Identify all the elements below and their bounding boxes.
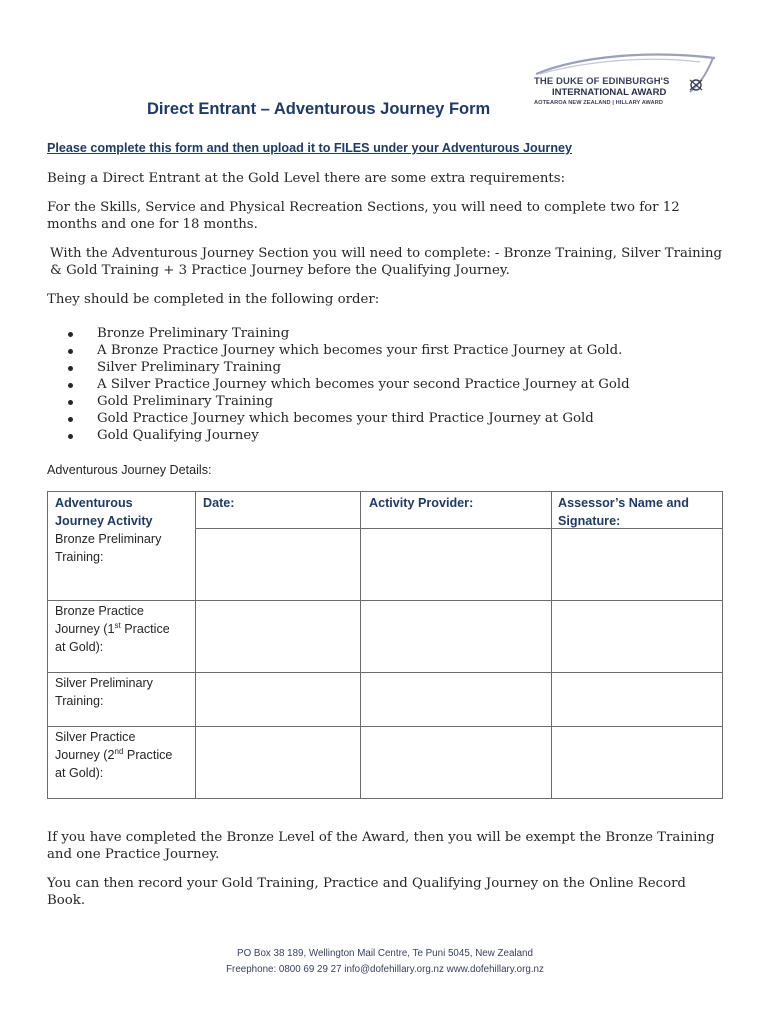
bullet-icon (68, 383, 73, 388)
bullet-icon (68, 434, 73, 439)
row-label-part: Journey (2 (55, 748, 115, 762)
row-label-line: Silver Preliminary (55, 676, 153, 690)
award-logo (530, 52, 720, 108)
ordinal-suffix: nd (114, 747, 124, 756)
header-assessor-line2: Signature: (558, 514, 621, 528)
silver-preliminary-provider-cell[interactable] (361, 673, 550, 725)
row-label-part: Practice (123, 748, 173, 762)
exempt-paragraph: If you have completed the Bronze Level of the Award, then you will be exempt the Bronze Training and one Practice Journey. (47, 830, 715, 862)
bronze-preliminary-assessor-cell[interactable] (552, 529, 722, 599)
bullet-icon (68, 332, 73, 337)
row-label-line: Training: (55, 694, 104, 708)
row-label-line: at Gold): (55, 766, 104, 780)
page-title: Direct Entrant – Adventurous Journey Form (147, 100, 491, 118)
skills-paragraph: For the Skills, Service and Physical Recreation Sections, you will need to complete two for 12 months and one for 18 months. (47, 200, 680, 232)
header-activity-line1: Adventurous (55, 496, 133, 510)
row-label-line: at Gold): (55, 640, 104, 654)
row-label-silver-practice (55, 728, 172, 782)
order-paragraph: They should be completed in the following order: (47, 292, 380, 307)
footer-address: PO Box 38 189, Wellington Mail Centre, Te Puni 5045, New Zealand (237, 948, 533, 959)
bronze-practice-provider-cell[interactable] (361, 601, 550, 671)
row-label-line: Bronze Practice (55, 604, 144, 618)
bronze-practice-date-cell[interactable] (196, 601, 359, 671)
silver-practice-assessor-cell[interactable] (552, 727, 722, 798)
row-label-silver-preliminary (55, 674, 153, 710)
row-label-line (55, 746, 172, 764)
header-date: Date: (203, 496, 235, 510)
silver-preliminary-date-cell[interactable] (196, 673, 359, 725)
row-label-line (55, 620, 170, 638)
row-label-part: Practice (120, 622, 170, 636)
row-label-bronze-practice (55, 602, 170, 656)
upload-instruction: Please complete this form and then upload it to FILES under your Adventurous Journey (47, 141, 573, 155)
bronze-preliminary-provider-cell[interactable] (361, 529, 550, 599)
bullet-icon (68, 417, 73, 422)
footer-contact: Freephone: 0800 69 29 27 info@dofehillary.org.nz www.dofehillary.org.nz (226, 964, 544, 975)
details-label: Adventurous Journey Details: (47, 463, 212, 477)
intro-paragraph: Being a Direct Entrant at the Gold Level there are some extra requirements: (47, 171, 566, 186)
journey-details-table (47, 491, 723, 799)
row-label-part: Journey (1 (55, 622, 115, 636)
bullet-icon (68, 366, 73, 371)
bronze-practice-assessor-cell[interactable] (552, 601, 722, 671)
silver-practice-date-cell[interactable] (196, 727, 359, 798)
journey-paragraph: With the Adventurous Journey Section you will need to complete: - Bronze Training, Silver Training & Gold Training + 3 Practice Journey before the Qualifying Journey. (50, 246, 723, 278)
header-assessor-line1: Assessor’s Name and (558, 496, 689, 510)
header-activity (55, 494, 153, 530)
header-assessor (558, 494, 689, 530)
record-paragraph: You can then record your Gold Training, Practice and Qualifying Journey on the Online Record Book. (47, 876, 686, 908)
row-label-line: Silver Practice (55, 730, 136, 744)
row-label-bronze-preliminary (55, 530, 161, 566)
silver-practice-provider-cell[interactable] (361, 727, 550, 798)
bullet-icon (68, 349, 73, 354)
logo-text-line3: AOTEAROA NEW ZEALAND | HILLARY AWARD (534, 100, 664, 106)
logo-text-line1: THE DUKE OF EDINBURGH'S (534, 76, 670, 87)
logo-text-line2: INTERNATIONAL AWARD (552, 87, 667, 98)
silver-preliminary-assessor-cell[interactable] (552, 673, 722, 725)
bronze-preliminary-date-cell[interactable] (196, 529, 359, 599)
header-provider: Activity Provider: (369, 496, 474, 510)
row-label-line: Training: (55, 550, 104, 564)
row-label-line: Bronze Preliminary (55, 532, 162, 546)
header-activity-line2: Journey Activity (55, 514, 153, 528)
ordinal-suffix: st (114, 621, 121, 630)
bullet-icon (68, 400, 73, 405)
